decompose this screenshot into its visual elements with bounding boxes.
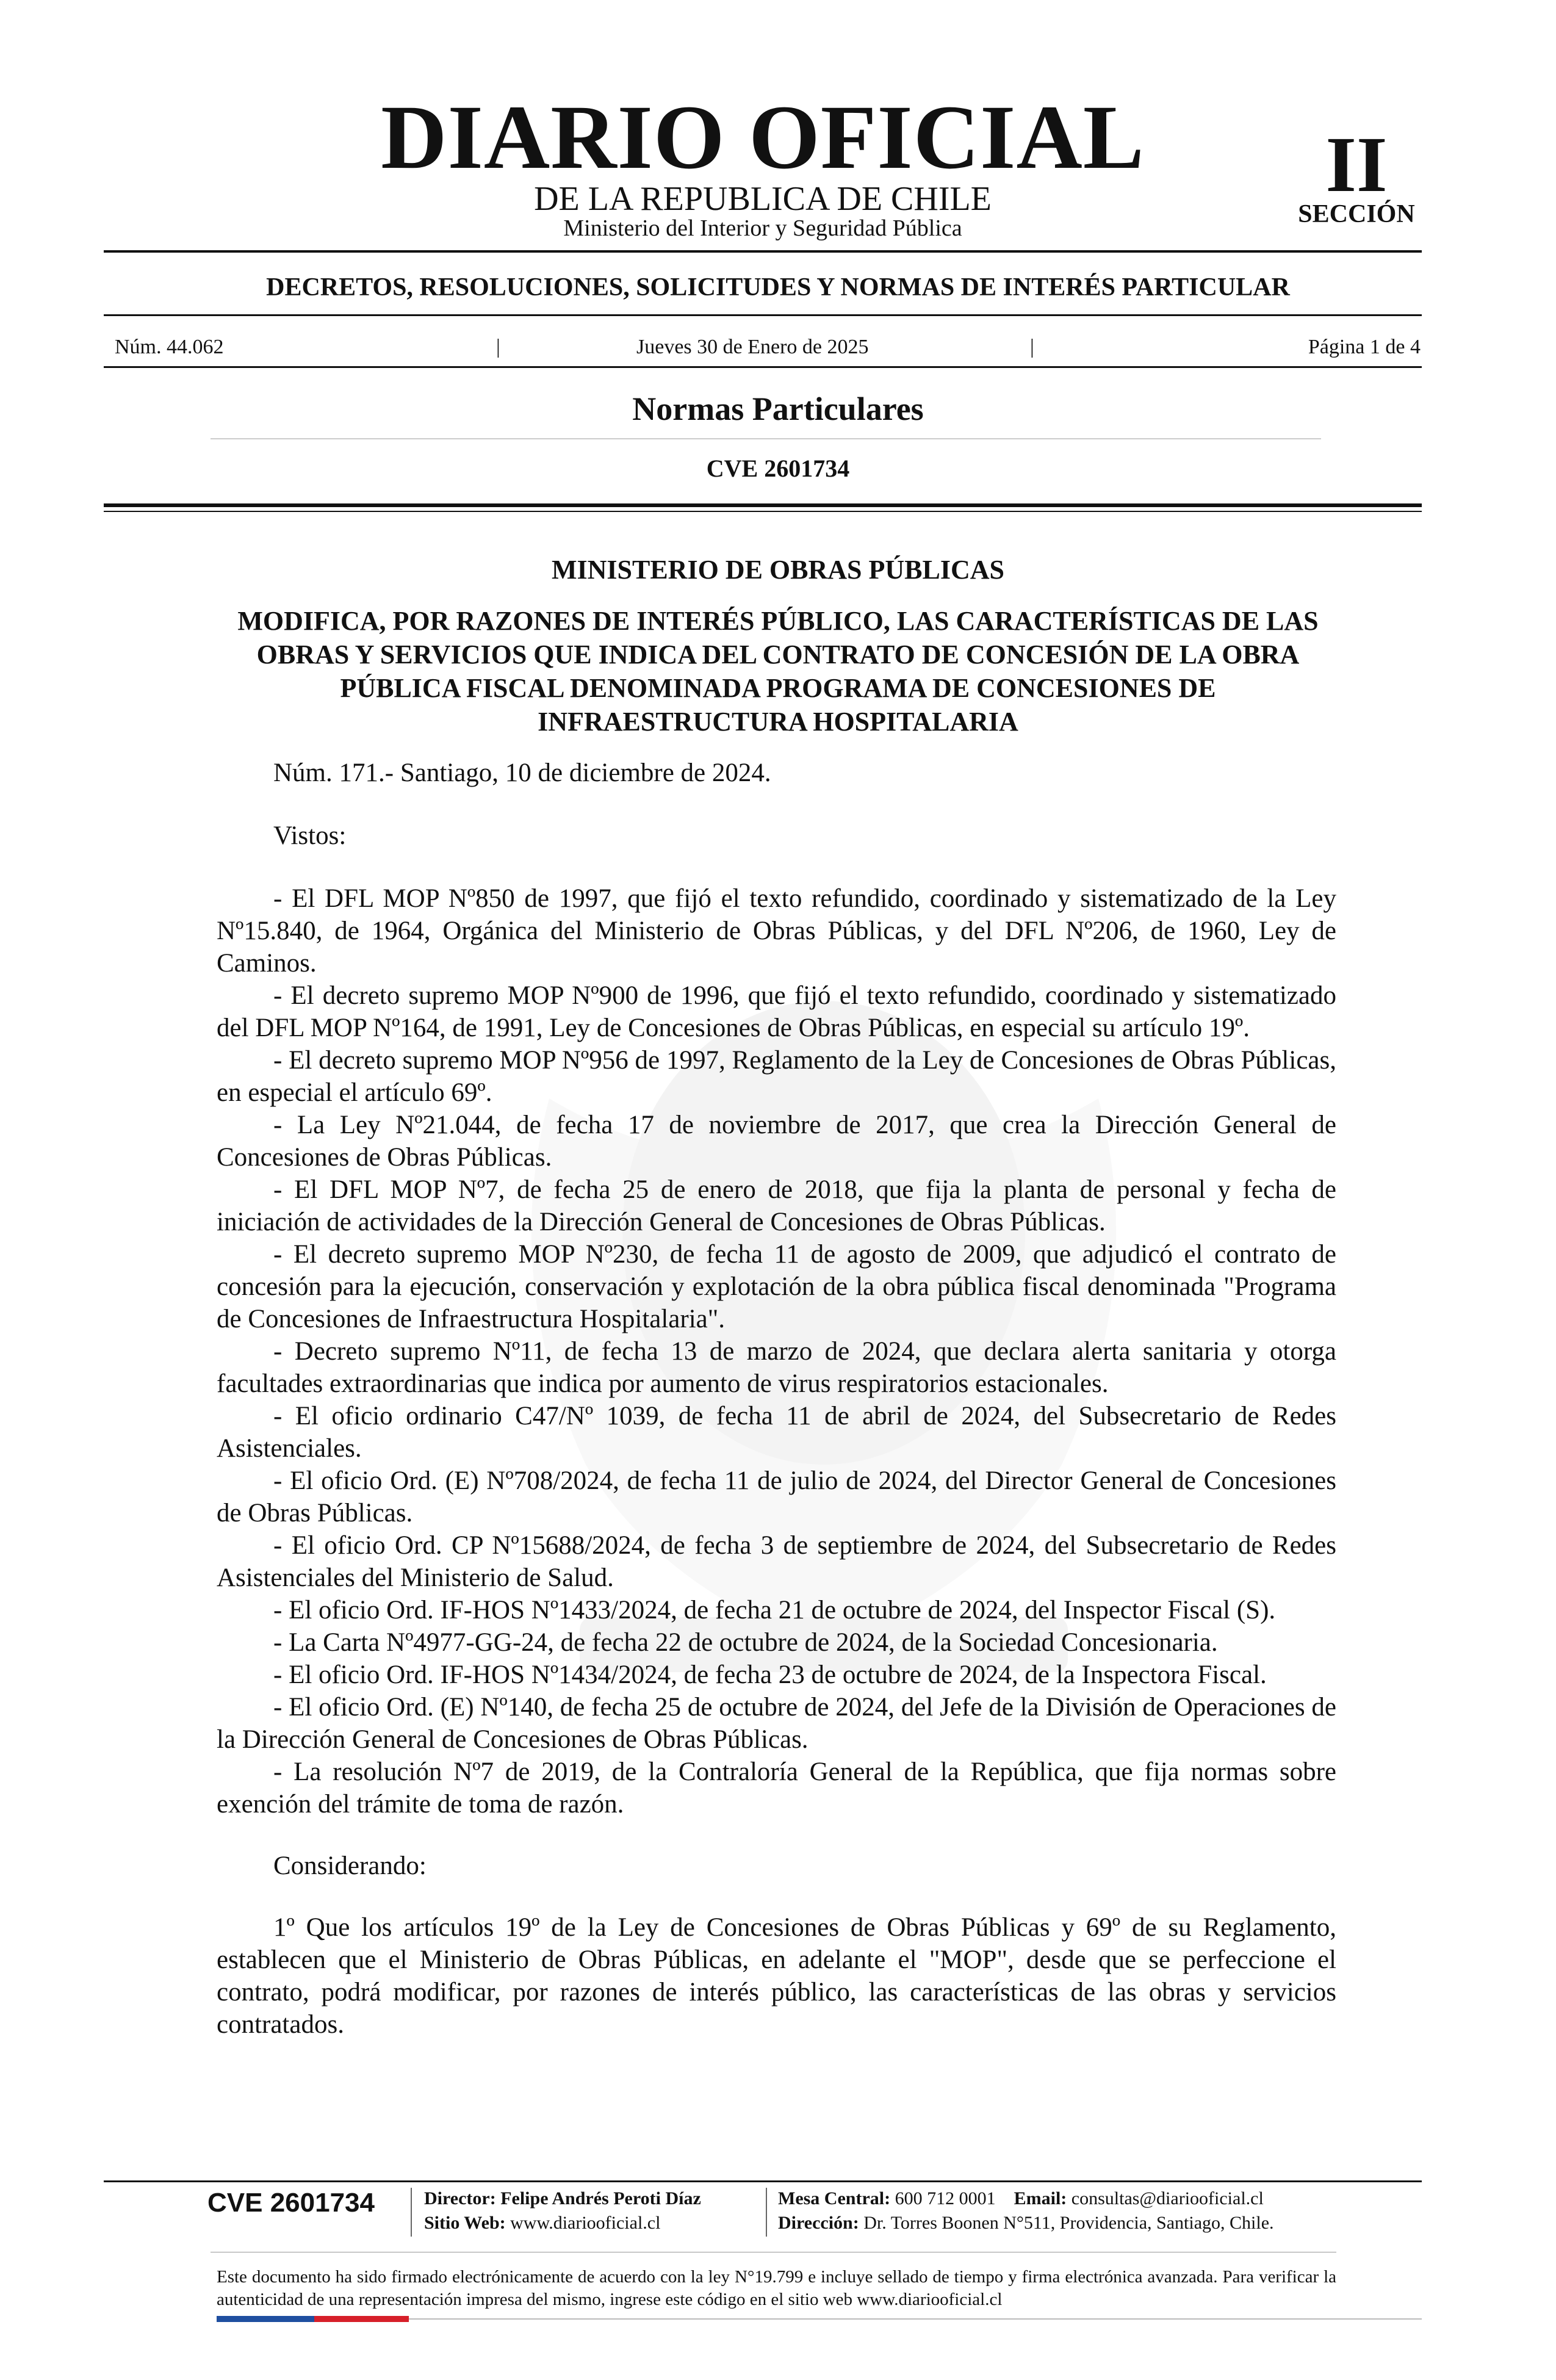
director-label: Director: xyxy=(424,2188,496,2209)
email-link[interactable]: consultas@diariooficial.cl xyxy=(1071,2188,1264,2209)
considerando-label: Considerando: xyxy=(273,1852,427,1880)
vistos-item: - El oficio Ord. IF-HOS Nº1434/2024, de fecha 23 de octubre de 2024, de la Inspectora Fiscal. xyxy=(273,1661,1267,1689)
decree-number-line: Núm. 171.- Santiago, 10 de diciembre de 2024. xyxy=(273,759,771,787)
vistos-item: - El oficio ordinario C47/Nº 1039, de fecha 11 de abril de 2024, del Subsecretario de Redes Asistenciales. xyxy=(217,1402,1336,1463)
heading-divider xyxy=(211,438,1321,439)
vistos-item: - El oficio Ord. (E) Nº140, de fecha 25 de octubre de 2024, del Jefe de la División de Operaciones de la Dirección General de Concesiones de Obras Públicas. xyxy=(217,1693,1336,1754)
address-value: Dr. Torres Boonen N°511, Providencia, Santiago, Chile. xyxy=(863,2213,1274,2233)
vistos-item: - La Carta Nº4977-GG-24, de fecha 22 de octubre de 2024, de la Sociedad Concesionaria. xyxy=(273,1628,1218,1657)
vistos-item: - El decreto supremo MOP Nº900 de 1996, que fijó el texto refundido, coordinado y sistematizado del DFL MOP Nº164, de 1991, Ley de Concesiones de Obras Públicas, en especial su artículo 19º. xyxy=(217,981,1336,1042)
footer-director-block xyxy=(424,2187,766,2235)
vistos-item: - La resolución Nº7 de 2019, de la Contraloría General de la República, que fija normas sobre exención del trámite de toma de razón. xyxy=(217,1758,1336,1819)
vistos-item: - El decreto supremo MOP Nº230, de fecha 11 de agosto de 2009, que adjudicó el contrato de concesión para la ejecución, conservación y explotación de la obra pública fiscal denominada "Programa de Concesiones de Infraestructura Hospitalaria". xyxy=(217,1240,1336,1333)
vistos-item: - La Ley Nº21.044, de fecha 17 de noviembre de 2017, que crea la Dirección General de Concesiones de Obras Públicas. xyxy=(217,1111,1336,1172)
website-link[interactable]: www.diariooficial.cl xyxy=(510,2213,661,2233)
address-label: Dirección: xyxy=(778,2213,859,2233)
issue-separator: | xyxy=(1030,336,1034,358)
footer-contact-block xyxy=(778,2187,1388,2235)
vistos-item: - El oficio Ord. CP Nº15688/2024, de fecha 3 de septiembre de 2024, del Subsecretario de Redes Asistenciales del Ministerio de Salud. xyxy=(217,1531,1336,1592)
vistos-item: - El decreto supremo MOP Nº956 de 1997, Reglamento de la Ley de Concesiones de Obras Públicas, en especial el artículo 69º. xyxy=(217,1046,1336,1107)
website-label: Sitio Web: xyxy=(424,2213,506,2233)
flag-stripe-blue xyxy=(217,2316,314,2322)
issue-separator: | xyxy=(496,336,500,358)
section-heading: Normas Particulares xyxy=(632,391,924,427)
issue-date: Jueves 30 de Enero de 2025 xyxy=(636,336,869,358)
document-body xyxy=(217,757,1336,2041)
issue-info-row xyxy=(115,337,1421,361)
issue-number: Núm. 44.062 xyxy=(115,336,224,358)
masthead-subtitle: DE LA REPUBLICA DE CHILE xyxy=(534,180,992,218)
cve-rule-thick xyxy=(104,503,1422,507)
cve-rule-thin xyxy=(104,511,1422,512)
footer-cve-code: CVE 2601734 xyxy=(207,2188,375,2218)
mesa-central-phone: 600 712 0001 xyxy=(895,2188,996,2209)
banner-rule xyxy=(104,314,1422,316)
mesa-central-label: Mesa Central: xyxy=(778,2188,891,2209)
vistos-label: Vistos: xyxy=(273,821,347,850)
cve-code: CVE 2601734 xyxy=(706,455,850,482)
vistos-item: - Decreto supremo Nº11, de fecha 13 de marzo de 2024, que declara alerta sanitaria y otorga facultades extraordinarias que indica por aumento de virus respiratorios estacionales. xyxy=(217,1337,1336,1398)
section-number: II xyxy=(1325,121,1388,209)
flag-baseline xyxy=(409,2318,1422,2320)
vistos-item: - El oficio Ord. IF-HOS Nº1433/2024, de fecha 21 de octubre de 2024, del Inspector Fiscal (S). xyxy=(273,1596,1276,1625)
masthead-ministry: Ministerio del Interior y Seguridad Pública xyxy=(563,215,962,241)
ministry-heading: MINISTERIO DE OBRAS PÚBLICAS xyxy=(551,555,1005,585)
footer-separator xyxy=(766,2188,767,2237)
vistos-item: - El DFL MOP Nº850 de 1997, que fijó el texto refundido, coordinado y sistematizado de la Ley Nº15.840, de 1964, Orgánica del Ministerio de Obras Públicas, y del DFL Nº206, de 1960, Ley de Caminos. xyxy=(217,884,1336,978)
document-title: MODIFICA, POR RAZONES DE INTERÉS PÚBLICO, LAS CARACTERÍSTICAS DE LAS OBRAS Y SERVICIOS QUE INDICA DEL CONTRATO DE CONCESIÓN DE LA OBRA PÚBLICA FISCAL DENOMINADA PROGRAMA DE CONCESIONES DE INFRAESTRUCTURA HOSPITALARIA xyxy=(237,606,1319,737)
email-label: Email: xyxy=(1014,2188,1067,2209)
signature-disclaimer: Este documento ha sido firmado electrónicamente de acuerdo con la ley N°19.799 e incluye sellado de tiempo y firma electrónica avanzada. Para verificar la autenticidad de una representación impresa del mismo, ingrese este código en el sitio web www.diariooficial.cl xyxy=(217,2267,1336,2309)
publication-banner: DECRETOS, RESOLUCIONES, SOLICITUDES Y NORMAS DE INTERÉS PARTICULAR xyxy=(266,273,1290,301)
flag-stripe-red xyxy=(314,2316,409,2322)
vistos-item: - El DFL MOP Nº7, de fecha 25 de enero de 2018, que fija la planta de personal y fecha de iniciación de actividades de la Dirección General de Concesiones de Obras Públicas. xyxy=(217,1175,1336,1236)
vistos-item: - El oficio Ord. (E) Nº708/2024, de fecha 11 de julio de 2024, del Director General de Concesiones de Obras Públicas. xyxy=(217,1466,1336,1527)
issue-rule xyxy=(104,366,1422,368)
considerando-item: 1º Que los artículos 19º de la Ley de Concesiones de Obras Públicas y 69º de su Reglamento, establecen que el Ministerio de Obras Públicas, en adelante el "MOP", desde que se perfeccione el contrato, podrá modificar, por razones de interés público, las características de las obras y servicios contratados. xyxy=(217,1913,1336,2039)
footer-rule xyxy=(104,2180,1422,2182)
section-label: SECCIÓN xyxy=(1298,200,1415,228)
footer-separator xyxy=(411,2188,412,2237)
director-name: Felipe Andrés Peroti Díaz xyxy=(500,2188,701,2209)
masthead-rule xyxy=(104,250,1422,253)
page-indicator: Página 1 de 4 xyxy=(1308,336,1421,358)
masthead-title: DIARIO OFICIAL xyxy=(381,87,1145,188)
